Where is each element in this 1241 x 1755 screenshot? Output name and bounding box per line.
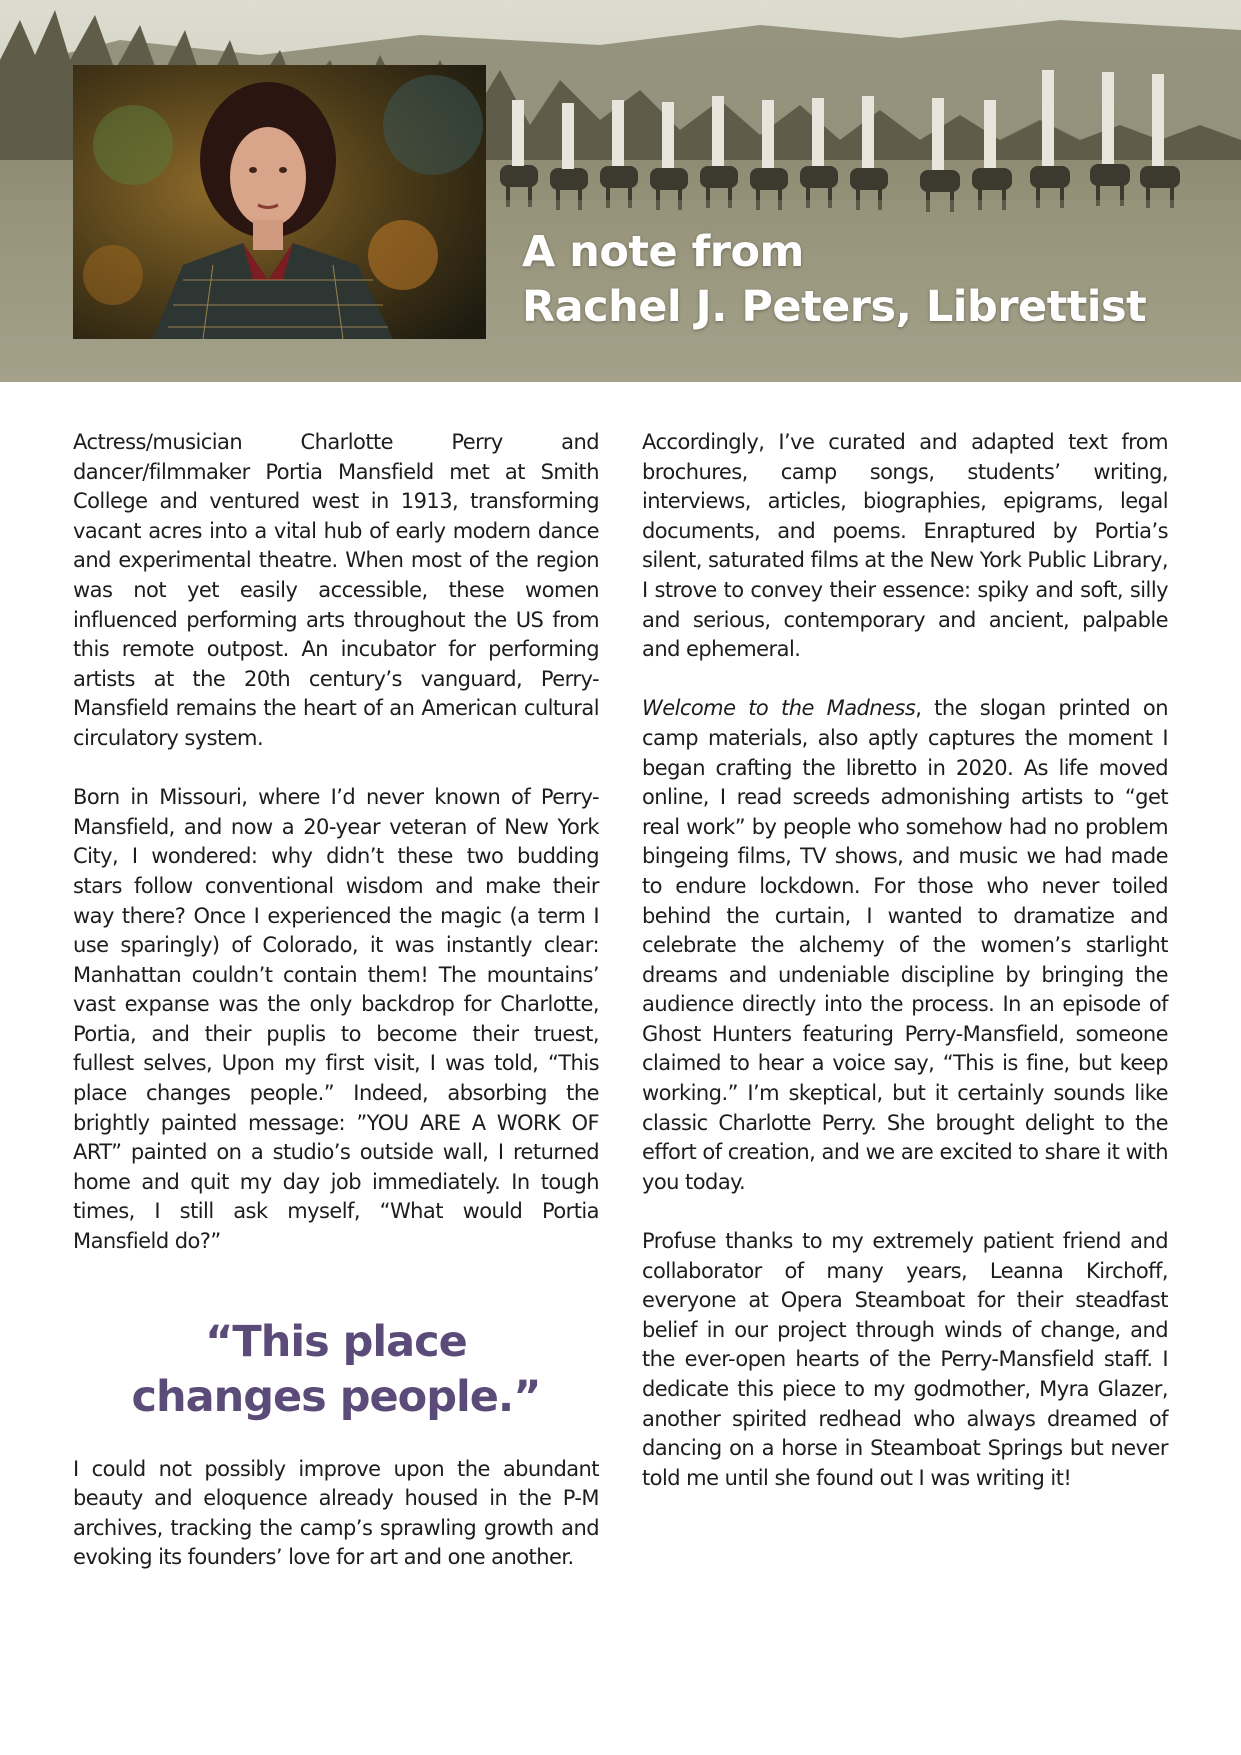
header-banner [0, 0, 1241, 382]
paragraph-background: Born in Missouri, where I’d never known of Perry-Mansfield, and now a 20-year veteran of New York City, I wondered: why didn’t these two budding stars follow conventional wisdom and make their way there? Once I experienced the magic (a term I use sparingly) of Colorado, it was instantly clear: Manhattan couldn’t contain them! The mountains’ vast expanse was the only backdrop for Charlotte, Portia, and their puplis to become their truest, fullest selves, Upon my first visit, I was told, “This place changes people.” Indeed, absorbing the brightly painted message: ”YOU ARE A WORK OF ART” painted on a studio’s outside wall, I returned home and quit my day job immediately. In tough times, I still ask myself, “What would Portia Mansfield do?” [73, 785, 599, 1254]
librettist-portrait-photo [73, 65, 486, 339]
paragraph-founders: Actress/musician Charlotte Perry and dancer/filmmaker Portia Mansfield met at Smith College and ventured west in 1913, transforming vacant acres into a vital hub of early modern dance and experimental theatre. When most of the region was not yet easily accessible, these women influenced performing arts throughout the US from this remote outpost. An incubator for performing artists at the 20th century’s vanguard, Perry-Mansfield remains the heart of an American cultural circulatory system. [73, 430, 599, 750]
paragraph-archives: I could not possibly improve upon the abundant beauty and eloquence already housed in the P-M archives, tracking the camp’s sprawling growth and evoking its founders’ love for art and one another. [73, 1456, 599, 1570]
paragraph-madness [642, 694, 1168, 1197]
page-title [522, 225, 1222, 335]
title-line-2: Rachel J. Peters, Librettist [522, 282, 1147, 332]
pull-quote-line-1: “This place [205, 1316, 467, 1367]
pull-quote [73, 1315, 599, 1425]
right-column [642, 428, 1168, 1523]
pull-quote-line-2: changes people.” [131, 1371, 541, 1422]
paragraph-thanks: Profuse thanks to my extremely patient friend and collaborator of many years, Leanna Kirchoff, everyone at Opera Steamboat for their steadfast belief in our project through winds of change, and the ever-open hearts of the Perry-Mansfield staff. I dedicate this piece to my godmother, Myra Glazer, another spirited redhead who always dreamed of dancing on a horse in Steamboat Springs but never told me until she found out I was writing it! [642, 1229, 1168, 1490]
paragraph-sources: Accordingly, I’ve curated and adapted text from brochures, camp songs, students’ writing, interviews, articles, biographies, epigrams, legal documents, and poems. Enraptured by Portia’s silent, saturated films at the New York Public Library, I strove to convey their essence: spiky and soft, silly and serious, contemporary and ancient, palpable and ephemeral. [642, 430, 1169, 662]
slogan-italic: Welcome to the Madness [642, 696, 916, 721]
left-column [73, 428, 599, 1603]
paragraph-madness-text: , the slogan printed on camp materials, also aptly captures the moment I began crafting the libretto in 2020. As life moved online, I read screeds admonishing artists to “get real work” by people who somehow had no problem bingeing films, TV shows, and music we had made to endure lockdown. For those who never toiled behind the curtain, I wanted to dramatize and celebrate the alchemy of the women’s starlight dreams and undeniable discipline by bringing the audience directly into the process. In an episode of Ghost Hunters featuring Perry-Mansfield, someone claimed to hear a voice say, “This is fine, but keep working.” I’m skeptical, but it certainly sounds like classic Charlotte Perry. She brought delight to the effort of creation, and we are excited to share it with you today. [642, 696, 1168, 1194]
title-line-1: A note from [522, 227, 804, 277]
